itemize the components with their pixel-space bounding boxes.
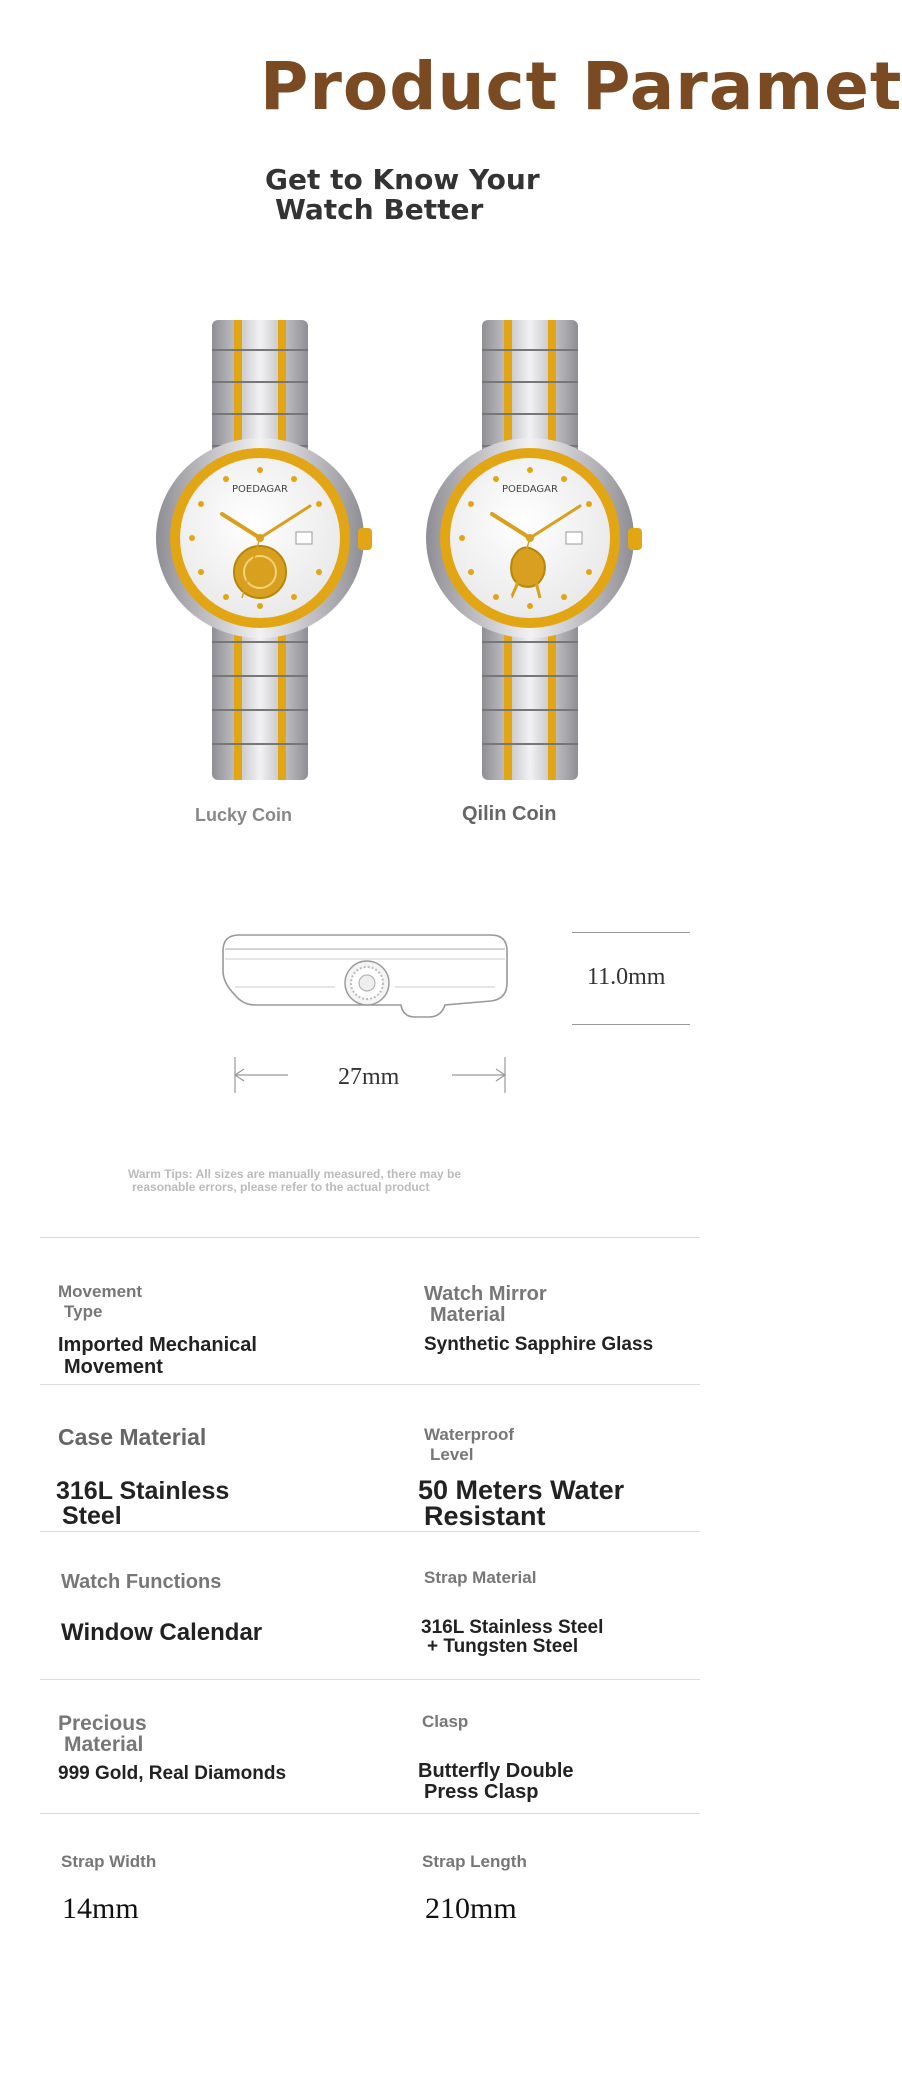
spec-label-movement-type: Movement Type — [58, 1282, 143, 1321]
dial-brand-text: POEDAGAR — [502, 484, 558, 495]
watch-label-lucky-coin: Lucky Coin — [195, 805, 293, 825]
spec-label-precious-material: Precious Material — [58, 1712, 147, 1756]
watch-label-qilin-coin: Qilin Coin — [462, 803, 557, 825]
dial-brand-text: POEDAGAR — [232, 484, 288, 495]
thickness-line-top — [572, 932, 690, 933]
diameter-value: 27mm — [338, 1064, 400, 1090]
spec-value-strap-width: 14mm — [62, 1892, 139, 1925]
warm-tip-line-1: Warm Tips: All sizes are manually measured, there may be — [128, 1167, 462, 1181]
spec-label-watch-mirror: Watch Mirror Material — [424, 1283, 547, 1326]
watch-side-profile-diagram — [215, 925, 515, 1035]
divider — [40, 1531, 700, 1532]
spec-label-case-material: Case Material — [58, 1424, 207, 1450]
spec-label-strap-material: Strap Material — [424, 1568, 537, 1587]
spec-value-case-material: 316L Stainless Steel — [56, 1477, 230, 1530]
spec-value-watch-functions: Window Calendar — [61, 1619, 263, 1646]
divider — [40, 1679, 700, 1680]
watch-image-lucky-coin — [150, 310, 390, 790]
spec-value-clasp: Butterfly Double Press Clasp — [418, 1760, 574, 1803]
subtitle-line-1: Get to Know Your — [265, 163, 540, 196]
warm-tip-note — [128, 1168, 461, 1194]
divider — [40, 1813, 700, 1814]
warm-tip-line-2: reasonable errors, please refer to the actual product — [132, 1180, 430, 1194]
spec-label-strap-width: Strap Width — [61, 1852, 157, 1871]
divider — [40, 1237, 700, 1238]
thickness-value: 11.0mm — [587, 964, 666, 990]
page-subtitle — [265, 165, 540, 225]
subtitle-line-2: Watch Better — [275, 193, 484, 226]
spec-value-movement-type: Imported Mechanical Movement — [58, 1334, 257, 1378]
watch-image-qilin-coin — [420, 310, 660, 790]
thickness-line-bottom — [572, 1024, 690, 1025]
spec-label-watch-functions: Watch Functions — [61, 1571, 222, 1593]
spec-value-strap-material: 316L Stainless Steel + Tungsten Steel — [421, 1617, 604, 1657]
spec-value-precious-material: 999 Gold, Real Diamonds — [58, 1763, 287, 1784]
spec-value-watch-mirror: Synthetic Sapphire Glass — [424, 1334, 654, 1355]
spec-label-waterproof-level: Waterproof Level — [424, 1425, 515, 1464]
spec-value-waterproof-level: 50 Meters Water Resistant — [418, 1475, 625, 1531]
spec-label-clasp: Clasp — [422, 1712, 469, 1731]
spec-label-strap-length: Strap Length — [422, 1852, 527, 1871]
spec-value-strap-length: 210mm — [425, 1892, 517, 1925]
divider — [40, 1384, 700, 1385]
page-title: Product Paramet — [260, 48, 902, 125]
